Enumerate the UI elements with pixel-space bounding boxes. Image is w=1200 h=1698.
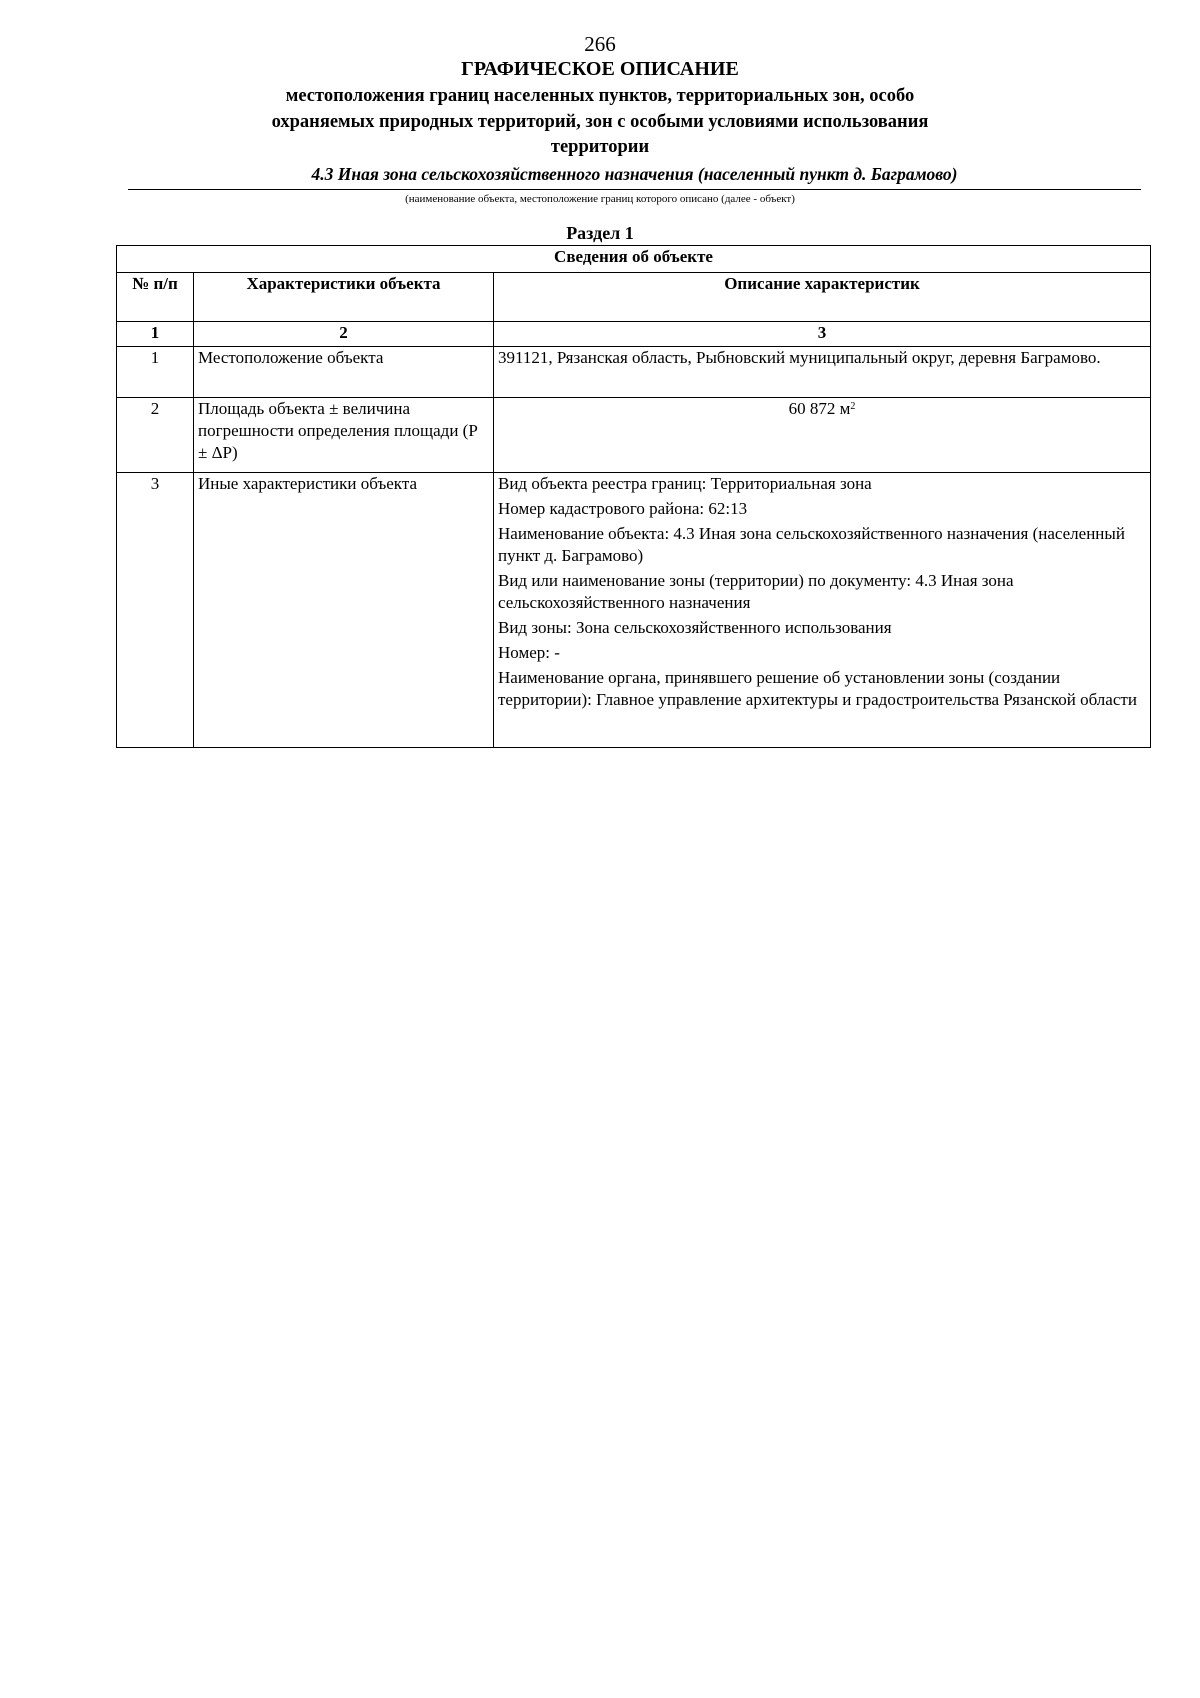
row-number: 3: [117, 473, 194, 748]
document-title: ГРАФИЧЕСКОЕ ОПИСАНИЕ: [461, 58, 739, 80]
column-number: 2: [194, 322, 494, 347]
detail-line: Наименование объекта: 4.3 Иная зона сельскохозяйственного назначения (населенный пункт д. Баграмово): [498, 524, 1125, 565]
header-characteristic: Характеристики объекта: [194, 273, 494, 322]
detail-line: Вид объекта реестра границ: Территориальная зона: [498, 474, 872, 493]
table-row: [117, 473, 1151, 748]
area-value-cell: [494, 398, 1151, 473]
object-info-table: [116, 245, 1151, 748]
detail-line: Номер: -: [498, 643, 560, 662]
section-label: Раздел 1: [566, 223, 634, 243]
area-value: 60 872 м: [788, 399, 851, 418]
object-name-underline: [128, 189, 1141, 190]
detail-line: Номер кадастрового района: 62:13: [498, 499, 748, 518]
area-unit-exponent: 2: [850, 401, 856, 412]
page-number: 266: [584, 32, 616, 56]
table-row: [117, 398, 1151, 473]
document-subtitle: местоположения границ населенных пунктов, территориальных зон, особо охраняемых природных территорий, зон с особыми условиями использования территории: [271, 86, 929, 157]
table-caption-row: [117, 246, 1151, 273]
row-description: 391121, Рязанская область, Рыбновский муниципальный округ, деревня Баграмово.: [494, 347, 1151, 398]
object-name: 4.3 Иная зона сельскохозяйственного назначения (населенный пункт д. Баграмово): [311, 164, 958, 184]
row-characteristic: Местоположение объекта: [194, 347, 494, 398]
row-number: 1: [117, 347, 194, 398]
row-characteristic: Иные характеристики объекта: [194, 473, 494, 748]
detail-line: Вид зоны: Зона сельскохозяйственного использования: [498, 618, 892, 637]
table-header-row: [117, 273, 1151, 322]
detail-line: Вид или наименование зоны (территории) по документу: 4.3 Иная зона сельскохозяйственного назначения: [498, 571, 1014, 612]
column-number: 1: [117, 322, 194, 347]
column-number: 3: [494, 322, 1151, 347]
header-description: Описание характеристик: [494, 273, 1151, 322]
column-number-row: [117, 322, 1151, 347]
header-num: № п/п: [117, 273, 194, 322]
table-row: [117, 347, 1151, 398]
table-caption: Сведения об объекте: [117, 246, 1151, 273]
detail-line: Наименование органа, принявшего решение об установлении зоны (создании территории): Главное управление архитектуры и градостроительства Рязанской области: [498, 668, 1137, 709]
row-details: [494, 473, 1151, 748]
row-characteristic: Площадь объекта ± величина погрешности определения площади (P ± ΔP): [194, 398, 494, 473]
row-number: 2: [117, 398, 194, 473]
object-name-caption: (наименование объекта, местоположение границ которого описано (далее - объект): [405, 193, 795, 205]
